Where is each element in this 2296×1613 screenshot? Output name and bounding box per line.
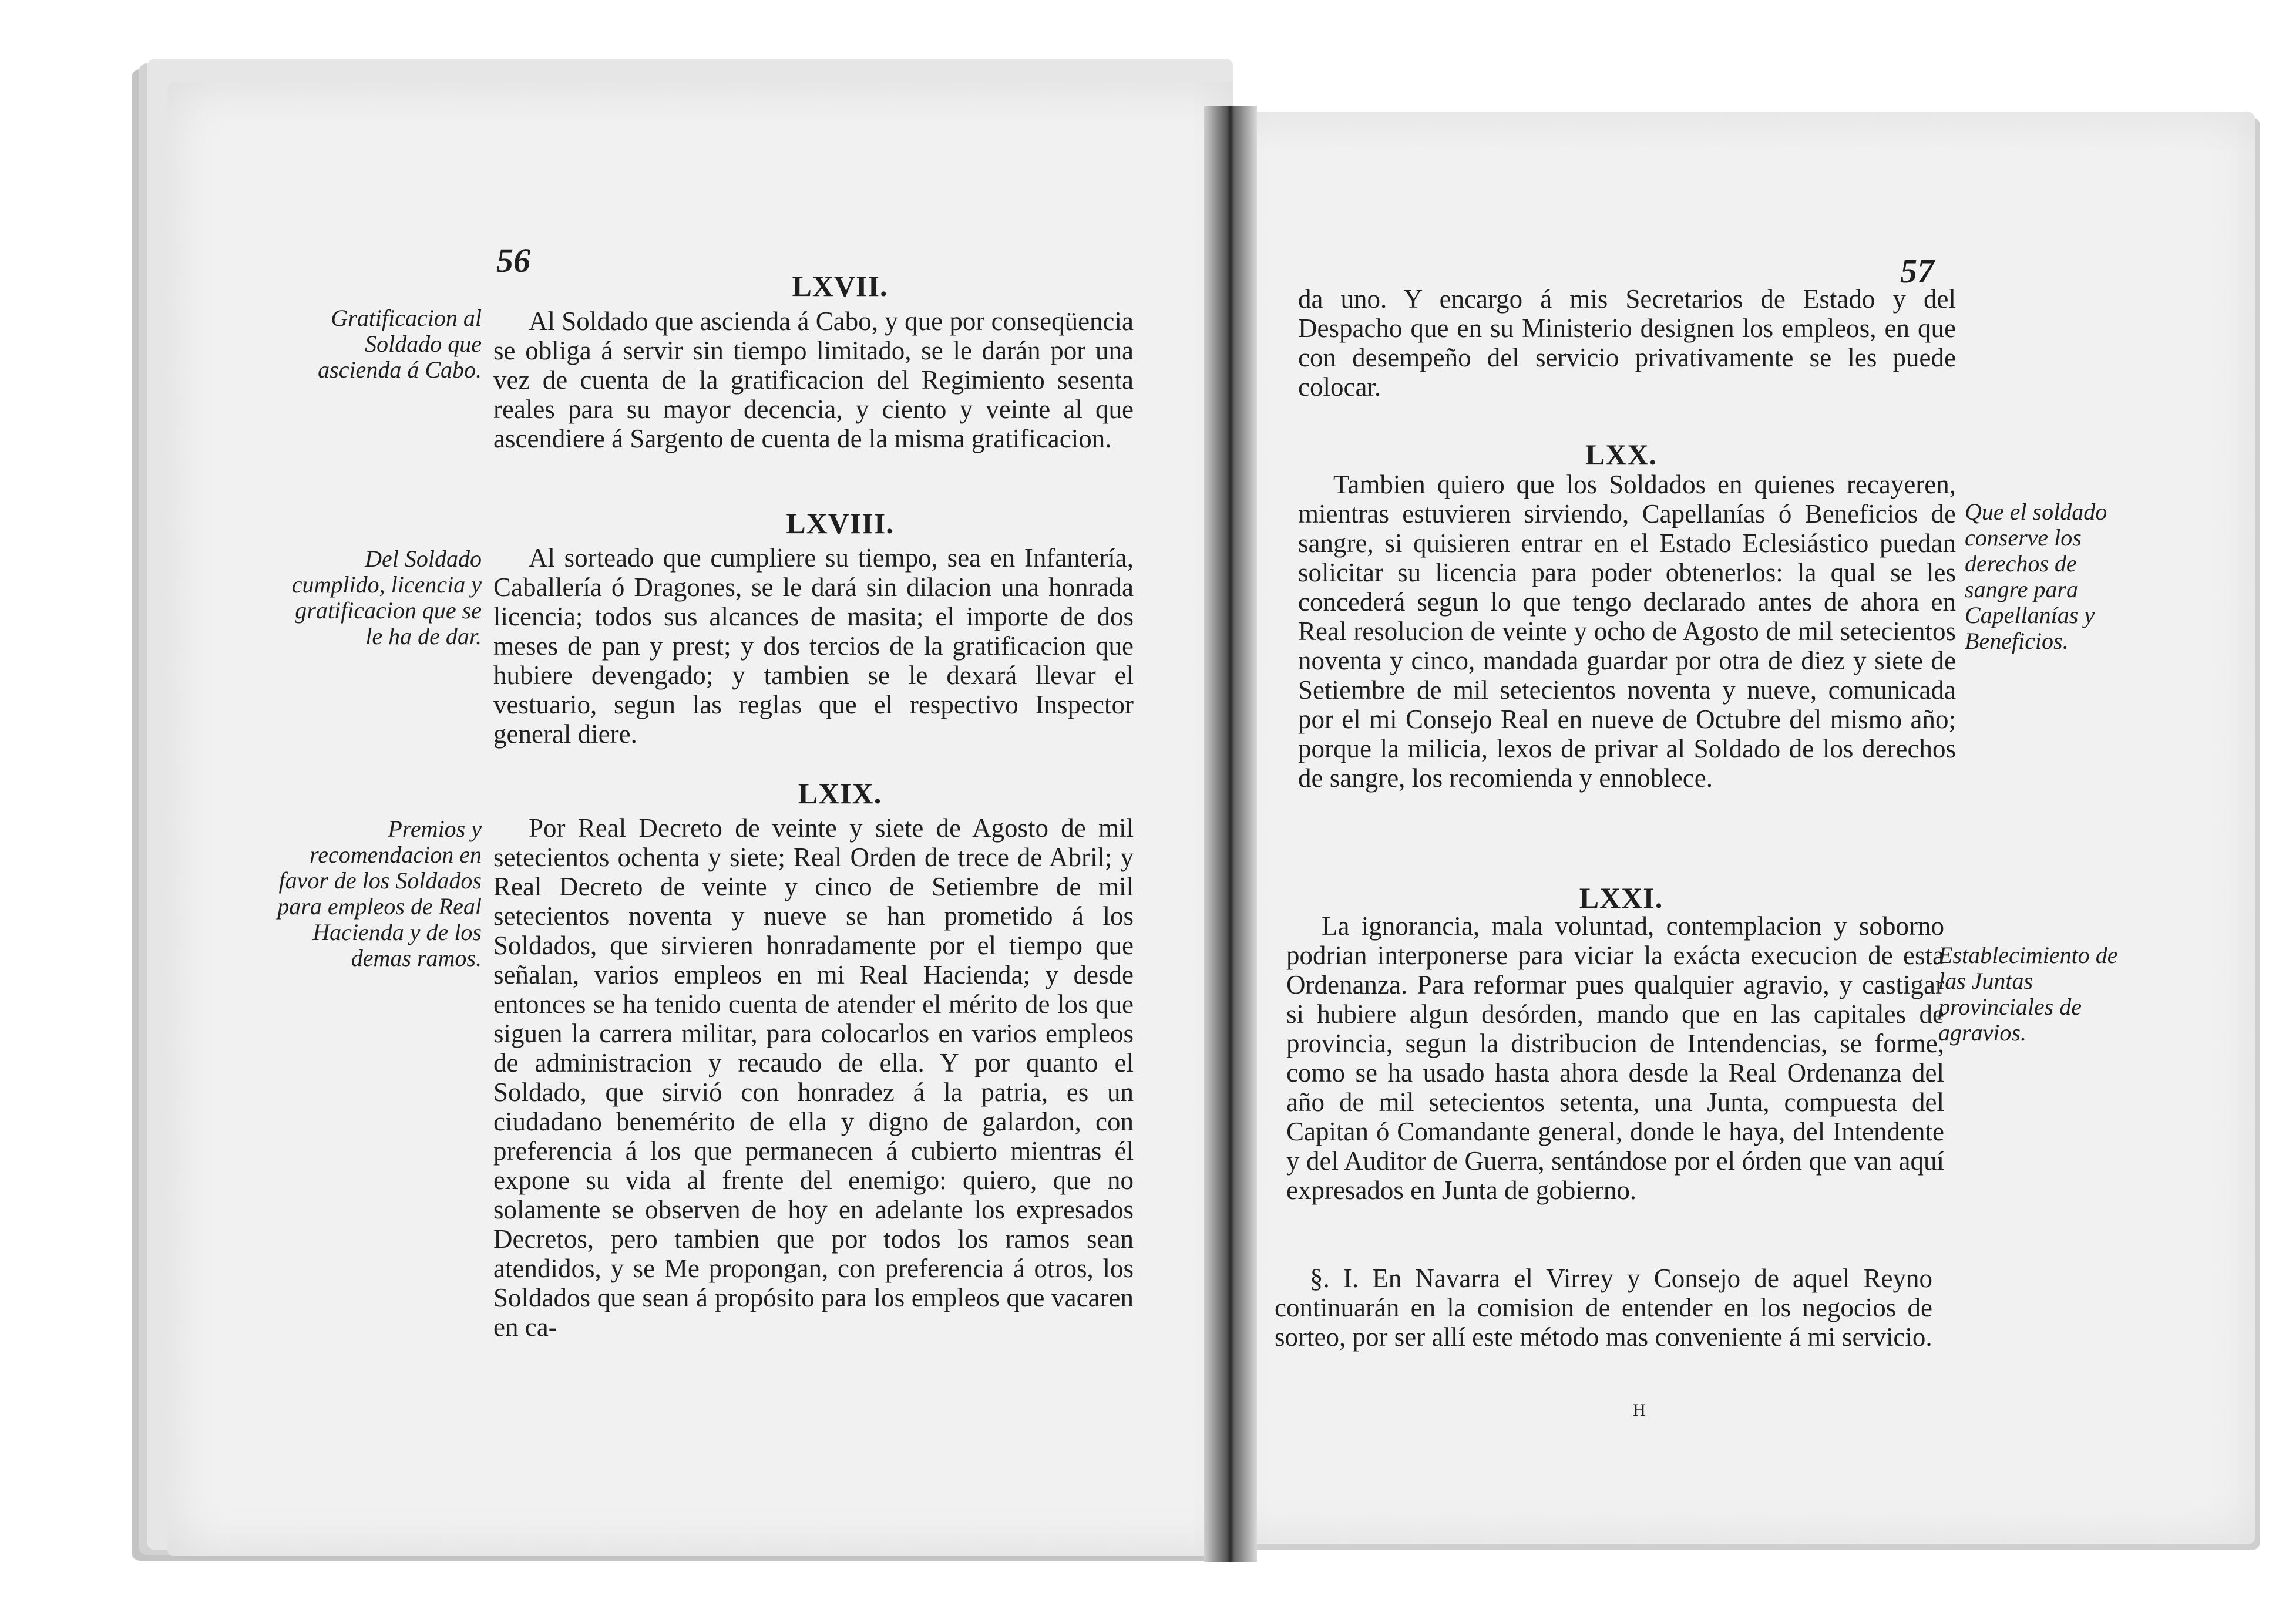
margin-note-lxviii: Del Soldado cumplido, licencia y gratificacion que se le ha de dar. [291,545,482,649]
heading-lxxi: LXXI. [1579,881,1663,914]
paragraph-1: §. I. En Navarra el Virrey y Consejo de aquel Reyno continuarán en la comision de entender en los negocios de sorteo, por ser allí este método mas conveniente á mi servicio. [1275,1264,1932,1352]
margin-note-lxxi: Establecimiento de las Juntas provinciales de agravios. [1938,942,2118,1046]
signature-mark: H [1633,1400,1646,1420]
text-lxxi: La ignorancia, mala voluntad, contemplacion y soborno podrian interponerse para viciar la exácta execucion de esta Ordenanza. Para reformar pues qualquier agravio, y castigar si hubiere algun desórden, mando que en las capitales de provincia, segun la distribucion de Intendencias, se forme, como se ha usado hasta ahora desde la Real Ordenanza del año de mil setecientos setenta, una Junta, compuesta del Capitan ó Comandante general, donde le haya, del Intendente y del Auditor de Guerra, sentándose por el órden que van aquí expresados en Junta de gobierno. [1286,911,1944,1205]
heading-lxx: LXX. [1585,438,1658,471]
text-lxvii: Al Soldado que ascienda á Cabo, y que por conseqüencia se obliga á servir sin tiempo limitado, se le darán por una vez de cuenta de la gratificacion del Regimiento sesenta reales para su mayor decencia, y ciento y veinte al que ascendiere á Sargento de cuenta de la misma gratificacion. [493,307,1134,453]
margin-note-lxx: Que el soldado conserve los derechos de sangre para Capellanías y Beneficios. [1965,499,2107,654]
page-number-right: 57 [1900,252,1934,290]
heading-lxix: LXIX. [798,777,882,810]
book-gutter [1204,106,1257,1562]
continuation-text: da uno. Y encargo á mis Secretarios de Estado y del Despacho que en su Ministerio designen los empleos, en que con desempeño del servicio privativamente se les puede colocar. [1298,284,1956,402]
heading-lxvii: LXVII. [792,270,888,302]
text-lxx: Tambien quiero que los Soldados en quienes recayeren, mientras estuvieren sirviendo, Capellanías ó Beneficios de sangre, si quisieren entrar en el Estado Eclesiástico puedan solicitar su licencia para poder obtenerlos: la qual se les concederá segun lo que tengo declarado antes de ahora en Real resolucion de veinte y ocho de Agosto de mil setecientos noventa y cinco, mandada guardar por otra de diez y siete de Setiembre de mil setecientos noventa y nueve, comunicada por el mi Consejo Real en nueve de Octubre del mismo año; porque la milicia, lexos de privar al Soldado de los derechos de sangre, los recomienda y ennoblece. [1298,470,1956,793]
text-lxix: Por Real Decreto de veinte y siete de Agosto de mil setecientos ochenta y siete; Real Orden de trece de Abril; y Real Decreto de veinte y cinco de Setiembre de mil setecientos noventa y nueve se han prometido á los Soldados, que sirvieren honradamente por el tiempo que señalan, varios empleos en mi Real Hacienda; y desde entonces se ha tenido cuenta de atender el mérito de los que siguen la carrera militar, para colocarlos en varios empleos de administracion y recaudo de ella. Y por quanto el Soldado, que sirvió con honradez á la patria, es un ciudadano benemérito de ella y digno de galardon, con preferencia á los que permanecen á cubierto mientras él expone su vida al frente del enemigo: quiero, que no solamente se observen de hoy en adelante los expresados Decretos, pero tambien que por todos los ramos sean atendidos, y se Me propongan, con preferencia á otros, los Soldados que sean á propósito para los empleos que vacaren en ca- [493,813,1134,1342]
margin-note-lxvii: Gratificacion al Soldado que ascienda á Cabo. [318,305,482,383]
text-lxviii: Al sorteado que cumpliere su tiempo, sea en Infantería, Caballería ó Dragones, se le dará sin dilacion una honrada licencia; todos sus alcances de masita; el importe de dos meses de pan y prest; y dos tercios de la gratificacion que hubiere devengado; y tambien se le dexará llevar el vestuario, segun las reglas que el respectivo Inspector general diere. [493,543,1134,749]
margin-note-lxix: Premios y recomendacion en favor de los Soldados para empleos de Real Hacienda y de los demas ramos. [277,816,482,971]
page-number-left: 56 [496,241,530,280]
heading-lxviii: LXVIII. [786,507,894,540]
